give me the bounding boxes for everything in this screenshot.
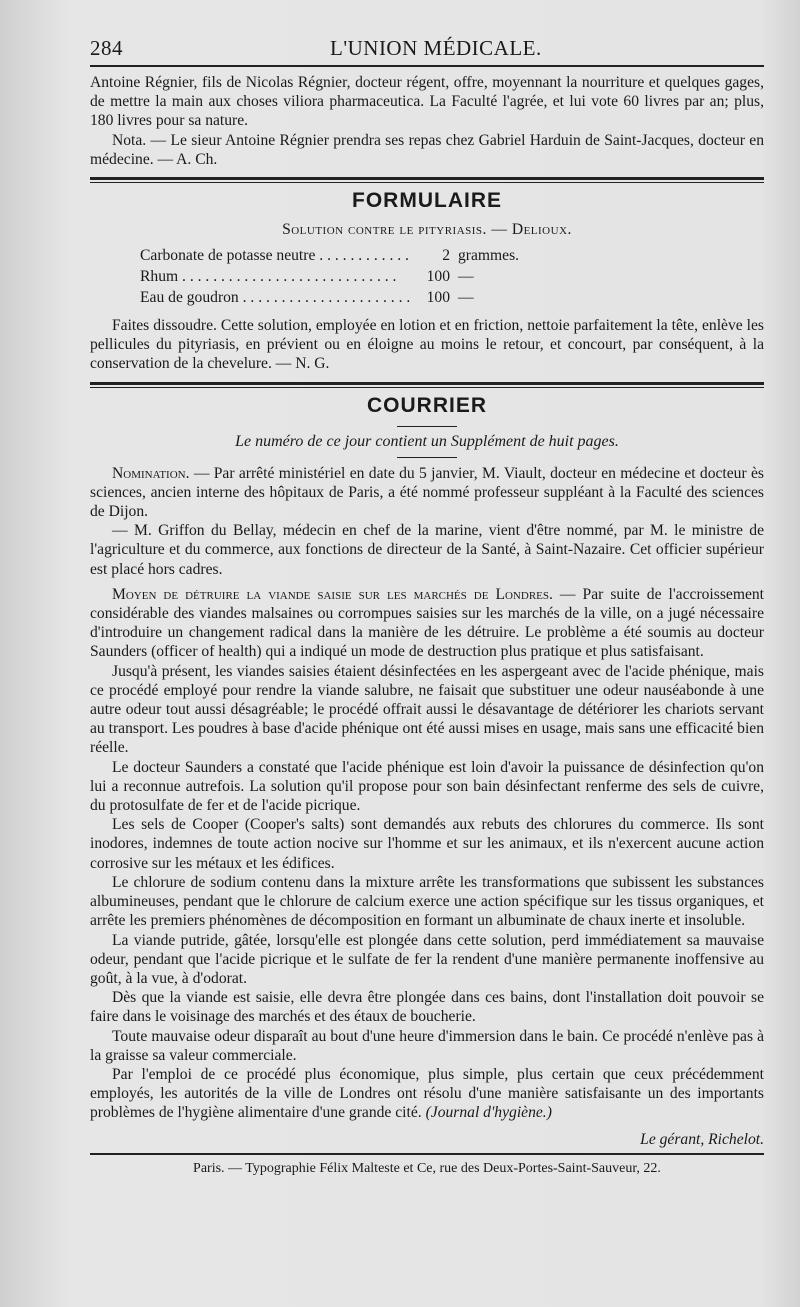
moyen-lead: Moyen de détruire la viande saisie sur les marchés de Londres. [112, 585, 553, 603]
ingredient-name: Rhum . . . [140, 266, 410, 287]
short-rule [397, 426, 457, 427]
ingredient-name: Eau de goudron . . . [140, 287, 410, 308]
short-rule [397, 457, 457, 458]
body-paragraph: Le chlorure de sodium contenu dans la mixture arrête les transformations que subissent les substances albumineuses, pendant que le chlorure de calcium exerce une action spécifique sur les tissus organiques, et arrête les premiers phénomènes de décomposition en formant un albuminate de chaux inerte et insoluble. [90, 873, 764, 930]
ingredient-qty: 100 [426, 289, 450, 307]
section-divider [90, 177, 764, 183]
ingredient-unit: — [458, 268, 474, 286]
opening-paragraph: Antoine Régnier, fils de Nicolas Régnier, docteur régent, offre, moyennant la nourriture et quelques gages, de mettre la main aux choses viliora pharmaceutica. La Faculté l'agrée, et lui vote 60 livres par an; plus, 180 livres pour sa nature. [90, 74, 764, 130]
nomination-text: — Par arrêté ministériel en date du 5 janvier, M. Viault, docteur en médecine et docteur ès sciences, ancien interne des hôpitaux de Paris, a été nommé professeur suppléant à la Faculté des sciences de Dijon. [90, 464, 764, 521]
recipe-row [140, 266, 560, 287]
section-divider [90, 382, 764, 388]
supplement-notice: Le numéro de ce jour contient un Supplément de huit pages. [235, 432, 619, 450]
ingredient-unit: grammes. [458, 247, 520, 265]
recipe-row [140, 245, 560, 266]
ingredient-qty: 100 [426, 268, 450, 286]
running-head [90, 36, 764, 67]
courrier-heading: COURRIER [366, 393, 487, 417]
imprint: Paris. — Typographie Félix Malteste et Ce, rue des Deux-Portes-Saint-Sauveur, 22. [193, 1160, 661, 1176]
recipe-list [140, 245, 560, 308]
signature: Le gérant, Richelot. [640, 1130, 764, 1148]
moyen-text: — Par suite de l'accroissement considérable des viandes malsaines ou corrompues saisies sur les marchés de la ville, on a jugé nécessaire d'introduire un changement radical dans la manière de les détruire. Le problème a été soumis au docteur Saunders (officer of health) qui a indiqué un mode de destruction plus pratique et plus satisfaisant. [90, 585, 765, 661]
nomination-lead: Nomination. [112, 464, 190, 482]
ingredient-unit: — [458, 289, 474, 307]
journal-title: L'UNION MÉDICALE. [330, 36, 542, 60]
griffon-paragraph: — M. Griffon du Bellay, médecin en chef de la marine, vient d'être nommé, par M. le ministre de l'agriculture et du commerce, aux fonctions de directeur de la Santé, à Saint-Nazaire. Cet officier supérieur est placé hors cadres. [90, 522, 764, 578]
body-paragraph: Dès que la viande est saisie, elle devra être plongée dans ces bains, dont l'installation doit pouvoir se faire dans le voisinage des marchés et des étaux de boucherie. [90, 989, 764, 1026]
ingredient-qty: 2 [442, 247, 450, 265]
nota-paragraph: Nota. — Le sieur Antoine Régnier prendra ses repas chez Gabriel Harduin de Saint-Jacques, docteur en médecine. — A. Ch. [90, 131, 764, 168]
moyen-paragraph [90, 585, 764, 662]
page-number: 284 [90, 36, 123, 60]
source-citation: (Journal d'hygiène.) [425, 1104, 552, 1122]
body-paragraph: La viande putride, gâtée, lorsqu'elle est plongée dans cette solution, perd immédiatement sa mauvaise odeur, pendant que l'acide picrique et le sulfate de fer la rendent d'une manière permanente inoffensive au goût, à la vue, à d'odorat. [90, 931, 764, 987]
body-paragraph: Les sels de Cooper (Cooper's salts) sont demandés aux rebuts des chlorures du commerce. Ils sont inodores, indemnes de toute action nocive sur l'homme et sur les animaux, et ils n'exercent aucune action corrosive sur les métaux et les édifices. [90, 816, 764, 872]
body-paragraph: Jusqu'à présent, les viandes saisies étaient désinfectées en les aspergeant avec de l'acide phénique, mais ce procédé employé pour rendre la viande salubre, ne faisait que substituer une odeur nauséabonde à une autre odeur tout aussi désagréable; le procédé offrait aussi le désavantage de détériorer les chariots servant au transport. Les poudres à base d'acide phénique ont été aussi mises en usage, mais sans une efficacité bien réelle. [90, 662, 764, 757]
final-text: Par l'emploi de ce procédé plus économique, plus simple, plus certain que ceux précédemment employés, les autorités de la ville de Londres ont résolu d'une manière satisfaisante un des importants problèmes de l'hygiène alimentaire d'une grande cité. [90, 1065, 764, 1122]
recipe-row [140, 287, 560, 308]
body-paragraph [90, 1065, 764, 1123]
footer-rule [90, 1153, 764, 1155]
formulaire-heading: FORMULAIRE [352, 189, 502, 213]
ingredient-name: Carbonate de potasse neutre . . . [140, 245, 410, 266]
formulaire-subheading: Solution contre le pityriasis. — Delioux. [282, 221, 572, 239]
body-paragraph: Le docteur Saunders a constaté que l'acide phénique est loin d'avoir la puissance de désinfection qu'on lui a reconnue autrefois. La solution qu'il propose pour son bain désinfectant renferme des sels de cuivre, du protosulfate de fer et de l'acide picrique. [90, 758, 764, 815]
nomination-paragraph [90, 464, 764, 522]
formulaire-instructions: Faites dissoudre. Cette solution, employée en lotion et en friction, nettoie parfaitement la tête, enlève les pellicules du pityriasis, en prévient ou en éloigne au moins le retour, et concourt, par conséquent, à la conservation de la chevelure. — N. G. [90, 317, 764, 373]
body-paragraph: Toute mauvaise odeur disparaît au bout d'une heure d'immersion dans le bain. Ce procédé n'enlève pas à la graisse sa valeur commerciale. [90, 1027, 764, 1064]
